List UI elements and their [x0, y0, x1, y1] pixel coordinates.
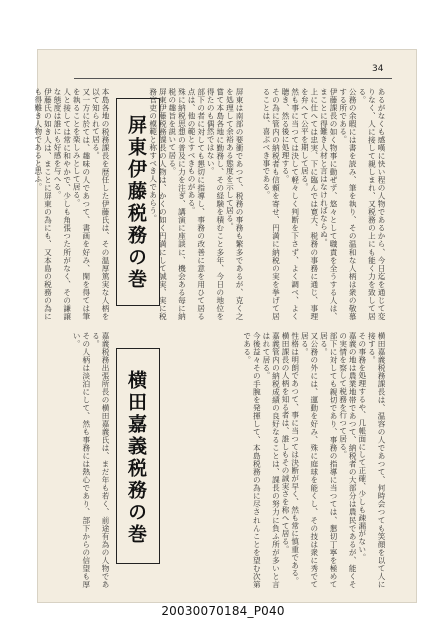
text-column: 部下に対しても親切であり、事務の指導に当つては、懇切丁寧を極めて居る。: [319, 332, 339, 588]
text-column: 又一方に於ては、趣味の人であつて、書画を好み、閑を得ては筆を執ることを楽しみとして居る。: [72, 88, 91, 320]
text-column: あるがなくも感嘆に快い程の人物であるから、今日迄を通じて変りなく、人に接して親しまれ、又税務の上にも能く力を致して居る。: [357, 88, 386, 320]
text-column: 伊藤課長の如く物事に動ぜず、悠々として職責を全うする人は、まことに得難き人材と言はなければならぬ。: [319, 88, 339, 320]
text-column: 横田嘉義税務課長は、温容の人であつて、何時会つても笑顔を以て人に接する。: [367, 332, 386, 588]
article-2-body: [166, 332, 386, 588]
text-column: 本島各地の税務課長を歴任した伊藤氏は、その温厚篤実な人柄を以て知られて居る。: [91, 88, 110, 320]
text-column: 殊に納税思想の普及に力を注ぎ、講演に座談に、機会ある毎に納税の趣旨を説いて居る。: [167, 88, 187, 320]
article-1-body: [248, 88, 386, 320]
page-number: 34: [372, 64, 384, 74]
text-column: 上に仕へては忠実、下に臨んでは寛大、税務の事務に通じ、事理を弁へて公平を期して居る。: [300, 88, 319, 320]
article-1-body-cont: [148, 88, 244, 320]
text-column: 嘉義の地は農業地帯であつて、納税者の大部分は農民であるが、能くその実情を察して税務を行つて居る。: [338, 332, 358, 588]
text-column: 今後益々その手腕を発揮して、本島税務の為に尽されんことを望む次第である。: [242, 332, 262, 588]
text-column: 然も事に当つては決して軽々しく判断を下さず、よく調べ、よく聴き、然る後に処理する。: [281, 88, 300, 320]
text-column: 屏東は南部の要衝であつて、税務の事務も繁多であるが、克く之を処理して余裕ある態度を示して居る。: [225, 88, 244, 320]
text-column: 公務の余暇には書を読み、筆を執り、その温和な人柄は衆の敬慕する所である。: [338, 88, 358, 320]
article-1-title: 屏東伊藤税務の巻: [125, 115, 147, 291]
title-box-2: [116, 348, 160, 564]
header-rule: [74, 78, 392, 79]
magazine-page: [33, 50, 416, 602]
article-1-intro: [33, 88, 110, 320]
text-column: その人柄は淡泊にして、然も事務には熱心であり、部下からの信望も厚い。: [72, 332, 91, 588]
text-column: 屏東伊藤税務課長の人物は、かくの如く円満にして誠実、実に税務官吏の模範と称すべき人であらう。: [148, 88, 168, 320]
text-column: その事務を処理するや、几帳面にして正確、少しも疎漏がない。: [357, 332, 367, 562]
text-column: 性格は明朗であつて、事に当つては決断が早く、然も常に慎重である。: [290, 332, 300, 585]
text-column: 伊藤氏の如き人は、まことに屏東の為にも、又本島の税務の為にも得難き人物であると思ふ。: [33, 88, 53, 320]
text-column: 横田課長の人柄を知る者は、誰しもその誠実さを称へて居る。: [281, 332, 291, 554]
text-column: 又公務の外には、運動を好み、殊に庭球を能くし、その技は衆に秀でて居る。: [300, 332, 319, 588]
text-column: 嘉義税務出張所長の横田嘉義氏は、まだ年も若く、前途有為の人物である。: [91, 332, 110, 588]
text-column: その為に管内の納税者も信頼を寄せ、円満に納税の実を挙げて居ることは、喜ぶべき事である。: [261, 88, 281, 320]
article-2-title: 横田嘉義税務の巻: [125, 370, 147, 546]
article-2-intro: [46, 332, 110, 588]
text-column: 嘗て本島各地に勤務し、その経験を積むこと多年、今日の地位を得たのも偶然ではない。: [206, 88, 225, 320]
title-box-1: [116, 98, 160, 306]
text-column: 部下の者に対しても懇切に指導し、事務の改善に意を用ひて居る点は、他の範とすべきものがある。: [187, 88, 206, 320]
archive-caption: 20030070184_P040: [161, 604, 285, 618]
text-column: 人と接しては常に和やかで、少しも角張つた所がなく、その謙譲な態度は誰にも好感を与へる。: [53, 88, 72, 320]
text-column: 嘉義管内の納税成績の良好なることは、課長の努力に負ふ所が多いと言はれて居る。: [261, 332, 281, 588]
